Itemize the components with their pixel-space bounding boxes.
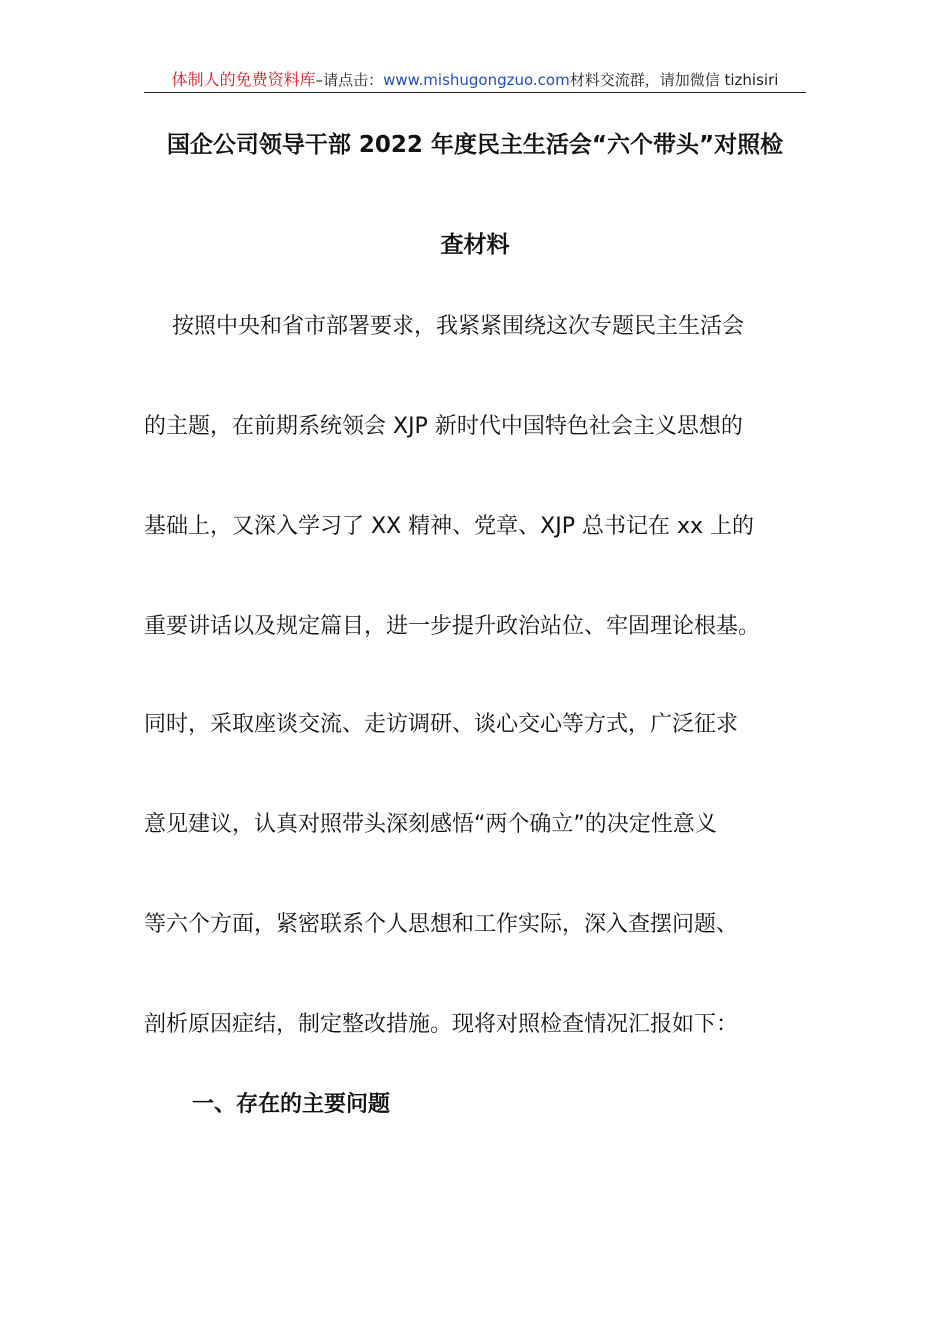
header-site-name: 体制人的免费资料库	[171, 70, 316, 89]
paragraph-line-2: 的主题，在前期系统领会 XJP 新时代中国特色社会主义思想的	[144, 414, 743, 439]
section-heading-problems: 一、存在的主要问题	[192, 1092, 391, 1117]
header-url-link[interactable]: www.mishugongzuo.com	[383, 71, 570, 89]
paragraph-line-5: 同时，采取座谈交流、走访调研、谈心交心等方式，广泛征求	[144, 712, 739, 737]
header-wechat-note: 材料交流群，请加微信 tizhisiri	[569, 71, 779, 89]
paragraph-line-8: 剖析原因症结，制定整改措施。现将对照检查情况汇报如下：	[144, 1012, 739, 1037]
paragraph-line-4: 重要讲话以及规定篇目，进一步提升政治站位、牢固理论根基。	[144, 614, 761, 639]
page-header	[144, 70, 806, 93]
paragraph-line-6: 意见建议，认真对照带头深刻感悟“两个确立”的决定性意义	[144, 812, 717, 837]
document-title-line-2: 查材料	[440, 232, 510, 258]
paragraph-line-3: 基础上，又深入学习了 XX 精神、党章、XJP 总书记在 xx 上的	[144, 514, 754, 539]
document-title-line-1: 国企公司领导干部 2022 年度民主生活会“六个带头”对照检	[166, 132, 784, 158]
paragraph-line-1: 按照中央和省市部署要求，我紧紧围绕这次专题民主生活会	[172, 314, 745, 339]
paragraph-line-7: 等六个方面，紧密联系个人思想和工作实际，深入查摆问题、	[144, 912, 739, 937]
header-prompt: –请点击：	[315, 71, 384, 89]
